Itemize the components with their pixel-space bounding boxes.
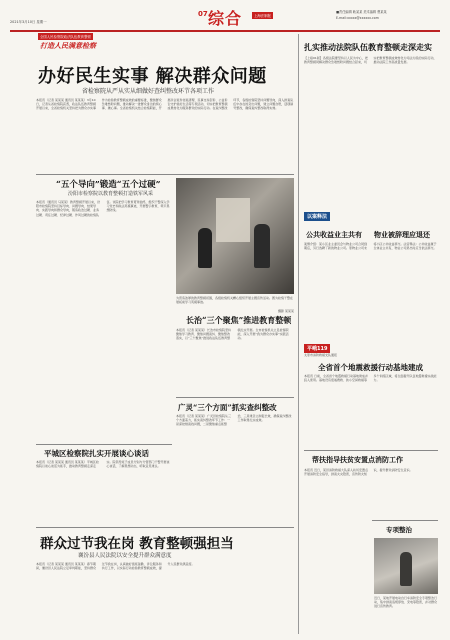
divider (36, 527, 294, 528)
campaign-banner (38, 33, 104, 55)
divider (176, 397, 294, 398)
photo-caption: 为营造浓厚的教育整顿氛围，各级检察机关精心组织开展主题宣传活动。图为检察干警在展板前学习英模事迹。 (176, 296, 294, 305)
divider (304, 450, 438, 451)
side-headline: 专项整治 (386, 526, 412, 534)
photo-board (216, 198, 250, 242)
banner-line-1: 全国人民检察院政法队伍教育整顿 (40, 35, 91, 39)
case-column-tag: 以案释法 (304, 212, 330, 221)
photo-figure-right (254, 224, 270, 268)
case-body: 案情介绍：某小区业主委员会与物业公司合同到期后，另行选聘了新的物业公司。原物业公司未将小区公共收益移交。法官释法：公共收益属于全体业主共有，物业公司退出时应当依法移交。 (304, 242, 437, 251)
article1-body: 本报讯（记者 某某某 通讯员 某某某）3月10日，记者从省检察院获悉，政法队伍教育整顿开展以来，全省检察机关坚持把为群众办实事作为检验教育整顿成效的重要标准，聚焦群众急难愁盼问题，推动解决一批群众身边的烦心事、揪心事。全省检察机关结合检察职能，开展涉企案件挂案清理、民事支持起诉、公益诉讼守护美好生活等专项活动，切实把教育整顿成果转化为服务群众的实际行动。在查纠整改环节，各级检察院坚持问题导向，深入排查队伍中存在的突出问题，建立问题台账，逐项销号整改，确保查纠整改取得实效。 (36, 98, 294, 111)
side-photo (374, 538, 438, 594)
section-tag: 上海法制报 (254, 14, 271, 18)
masthead (10, 6, 440, 30)
article1-headline: 办好民生实事 解决群众问题 (38, 66, 267, 87)
help-headline: 帮扶指导扶贫安置点消防工作 (312, 455, 403, 464)
editor-line: ■责任编辑 耿某某 美术编辑 曹某某 (336, 10, 387, 14)
case-headline-right: 物业被辞理应退还 (374, 230, 430, 239)
article6-body: 本报讯（记者 某某某 通讯员 某某某）春节期间，襄汾县人民法院立足审判职能，坚持群众过节我在岗，认真做好值班备勤、诉讼服务和执行工作，以实际行动检验教育整顿成效，提升人民群众满意度。 (36, 562, 195, 571)
section-title: 综合 (208, 9, 243, 28)
side-body: 近日，某地开展电动自行车消防安全专项整治行动，集中排查违规停放、充电等隐患，并对群众进行宣传教育。 (374, 596, 438, 609)
article2-body: 本报讯（通讯员 马某某）教育整顿开展以来，汾阳市检察院坚持目标导向、问题导向、结果导向、实践导向和群众导向，锻造政治过硬、业务过硬、责任过硬、纪律过硬、作风过硬的检察队伍。该院把学习教育贯穿始终，组织干警深入学习党史和政法英模事迹，开展警示教育，筑牢思想防线。 (36, 200, 170, 217)
page-number: 07 (198, 10, 208, 18)
help-body: 本报讯 近日，某县消防救援大队深入扶贫安置点开展消防安全指导，排查火灾隐患，宣传防火知识，提升群众消防安全意识。 (304, 468, 413, 477)
contact-email: E-mail:xxxxx@xxxxxx.com (336, 16, 379, 20)
fire-news-body: 本报讯 日前，全省首个地震救援行动基地建成并投入使用。基地设有废墟搜救、狭小空间救援等多个训练区域，将全面提升队伍地震救援实战能力。 (304, 374, 437, 383)
side-photo-figure (400, 552, 412, 586)
article1-subheadline: 省检察院从严从实从细做好查纠整改环节各项工作 (82, 88, 215, 95)
article2-headline: “五个导向”锻造“五个过硬” (56, 180, 161, 190)
photo-figure-left (198, 228, 212, 268)
article6-headline: 群众过节我在岗 教育整顿强担当 (40, 536, 234, 552)
case-headline-left: 公共收益业主共有 (306, 230, 362, 239)
right-lead-body: 【上接01版】各级法院要坚持以人民为中心，把教育整顿同解决群众急难愁盼问题结合起来，切实把教育整顿成效转化为司法为民的实际行动，推动法院工作高质量发展。 (304, 56, 437, 65)
divider (36, 174, 294, 175)
article2-subheadline: 汾阳市检察院以教育整顿打造铁军风采 (68, 191, 154, 197)
article5-body: 本报讯（记者 某某某）广灵县检察院从三个方面着力，抓实查纠整改环节工作：一是深挖细查找问题，二是聚焦重点抓整治，三是建章立制促长效，确保查纠整改工作取得扎实成效。 (176, 414, 292, 427)
article5-headline: 广灵“三个方面”抓实查纠整改 (178, 403, 277, 412)
issue-date: 2021年3月10日 星期一 (10, 20, 47, 24)
divider (372, 520, 438, 521)
right-column-rule (298, 34, 299, 634)
divider (36, 444, 172, 445)
news-photo (176, 178, 294, 294)
right-lead-headline: 扎实推动法院队伍教育整顿走深走实 (304, 42, 432, 52)
photo-credit: 摄影 某某某 (278, 309, 294, 313)
header-rule (10, 30, 440, 32)
fire-column-tag: 平峨119 (304, 344, 330, 353)
article6-subheadline: 襄汾县人民法院以安全提升群众满意度 (78, 553, 172, 559)
article4-headline: 长治“三个聚焦”推进教育整顿 (186, 315, 292, 325)
banner-line-2: 打造人民满意检察 (40, 41, 96, 50)
article3-headline: 平城区检察院扎实开展谈心谈话 (44, 449, 149, 458)
side-left-text (304, 524, 368, 634)
fire-column-subtag: 太原市消防救援支队通报 (304, 353, 338, 357)
article3-body: 本报讯（记者 某某某 通讯员 某某某）平城区检察院以谈心谈话为抓手，推动教育整顿走深走实。院领导班子成员分别与分管部门干警开展谈心谈话，了解思想动态，听取意见建议。 (36, 460, 170, 469)
article4-body: 本报讯（记者 某某某）长治市检察院坚持聚焦学习教育、聚焦问题查纠、聚焦整改落实，以“三个聚焦”推进政法队伍教育整顿扎实开展。全市检察机关立足检察职能，深入开展“我为群众办实事”实践活动。 (176, 328, 289, 341)
fire-news-headline: 全省首个地震救援行动基地建成 (318, 363, 423, 372)
